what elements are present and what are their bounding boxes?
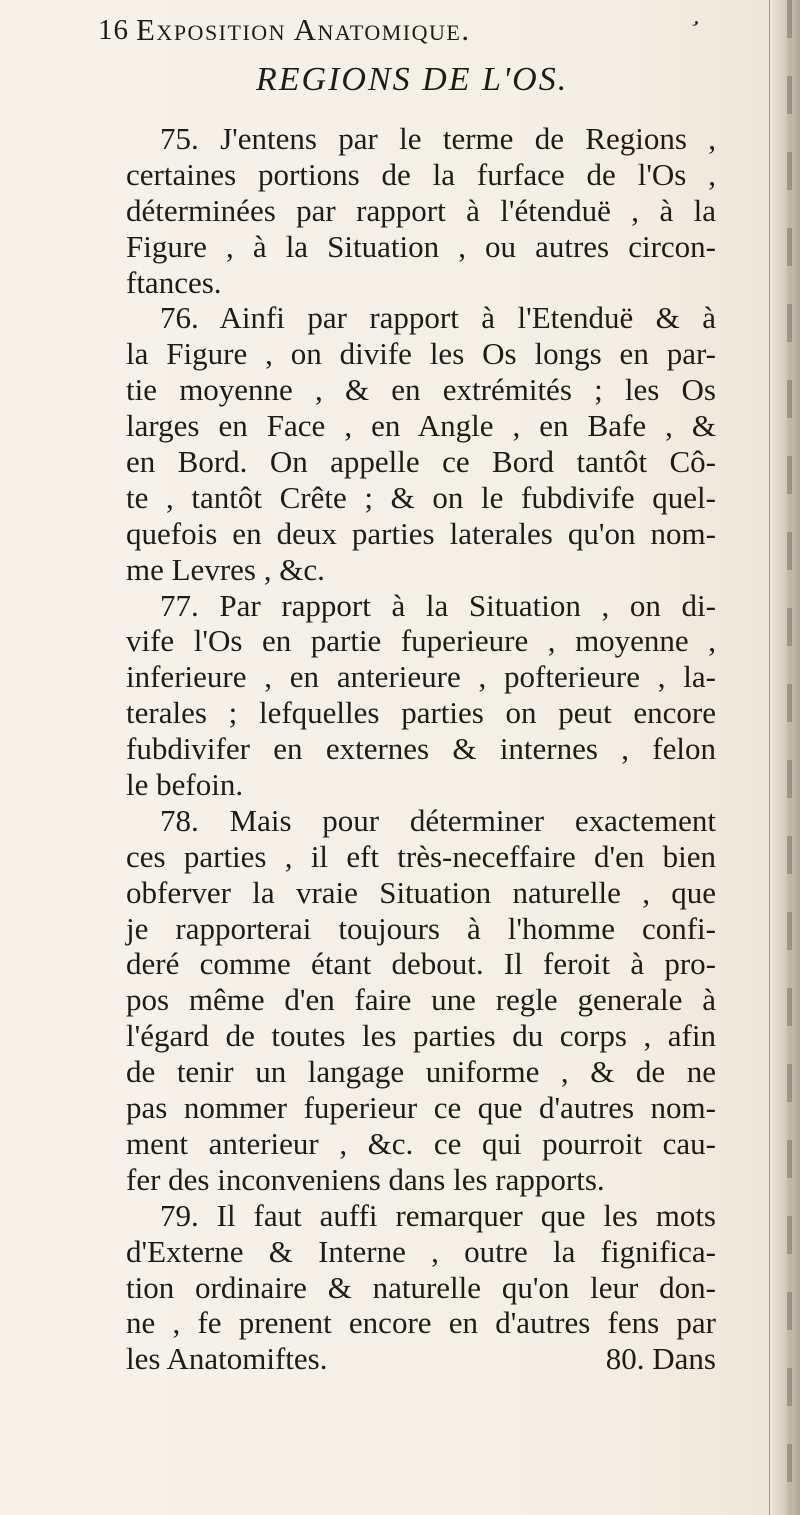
text-line: fubdivifer en externes & internes , felon bbox=[126, 731, 716, 767]
section-title: REGIONS DE L'OS. bbox=[256, 61, 569, 98]
text-line: de tenir un langage uniforme , & de ne bbox=[126, 1054, 716, 1090]
text-line: tie moyenne , & en extrémités ; les Os bbox=[126, 372, 716, 408]
text-line: 79. Il faut auffi remarquer que les mots bbox=[160, 1197, 716, 1233]
text-line: terales ; lefquelles parties on peut encore bbox=[126, 695, 716, 731]
running-head: Exposition Anatomique. bbox=[136, 12, 471, 47]
page-number: 16 bbox=[98, 14, 129, 46]
text-line: pos même d'en faire une regle generale à bbox=[126, 982, 716, 1018]
text-line: obferver la vraie Situation naturelle , que bbox=[126, 874, 716, 910]
last-line-wrap bbox=[126, 1341, 716, 1377]
text-line: d'Externe & Interne , outre la fignifica- bbox=[126, 1233, 716, 1269]
header-mark: ’ bbox=[681, 15, 704, 43]
text-line: deré comme étant debout. Il feroit à pro- bbox=[126, 946, 716, 982]
text-line: Figure , à la Situation , ou autres circon- bbox=[126, 228, 716, 264]
text-line: ne , fe prenent encore en d'autres fens par bbox=[126, 1305, 716, 1341]
text-line: larges en Face , en Angle , en Bafe , & bbox=[126, 408, 716, 444]
text-line: le befoin. bbox=[126, 767, 244, 803]
text-line: 78. Mais pour déterminer exactement bbox=[160, 802, 716, 838]
text-line: déterminées par rapport à l'étenduë , à la bbox=[126, 192, 716, 228]
page-header bbox=[98, 10, 704, 50]
text-line: l'égard de toutes les parties du corps , afin bbox=[126, 1018, 716, 1054]
text-line: ment anterieur , &c. ce qui pourroit cau- bbox=[126, 1125, 716, 1161]
text-line: je rapporterai toujours à l'homme confi- bbox=[126, 910, 716, 946]
text-line: te , tantôt Crête ; & on le fubdivife quel- bbox=[126, 479, 716, 515]
text-line: les Anatomiftes. bbox=[126, 1341, 328, 1377]
text-line: tion ordinaire & naturelle qu'on leur don- bbox=[126, 1269, 716, 1305]
text-line: 75. J'entens par le terme de Regions , bbox=[160, 121, 716, 156]
text-line: en Bord. On appelle ce Bord tantôt Cô- bbox=[126, 444, 716, 480]
text-line: la Figure , on divife les Os longs en par- bbox=[126, 336, 716, 372]
page-binding-edge bbox=[769, 0, 800, 1515]
body-text bbox=[126, 121, 716, 1377]
text-line: pas nommer fuperieur ce que d'autres nom- bbox=[126, 1090, 716, 1126]
text-line: ces parties , il eft très-neceffaire d'en bien bbox=[126, 838, 716, 874]
text-line: 76. Ainfi par rapport à l'Etenduë & à bbox=[160, 300, 716, 336]
text-line: ftances. bbox=[126, 264, 222, 300]
text-line: certaines portions de la furface de l'Os , bbox=[126, 156, 716, 192]
text-line: fer des inconveniens dans les rapports. bbox=[126, 1161, 605, 1197]
text-line: quefois en deux parties laterales qu'on nom- bbox=[126, 515, 716, 551]
text-line: vife l'Os en partie fuperieure , moyenne , bbox=[126, 623, 716, 659]
text-line: me Levres , &c. bbox=[126, 551, 325, 587]
text-line: 77. Par rapport à la Situation , on di- bbox=[160, 587, 716, 623]
catchword: 80. Dans bbox=[605, 1341, 716, 1377]
text-line: inferieure , en anterieure , pofterieure , la- bbox=[126, 659, 716, 695]
